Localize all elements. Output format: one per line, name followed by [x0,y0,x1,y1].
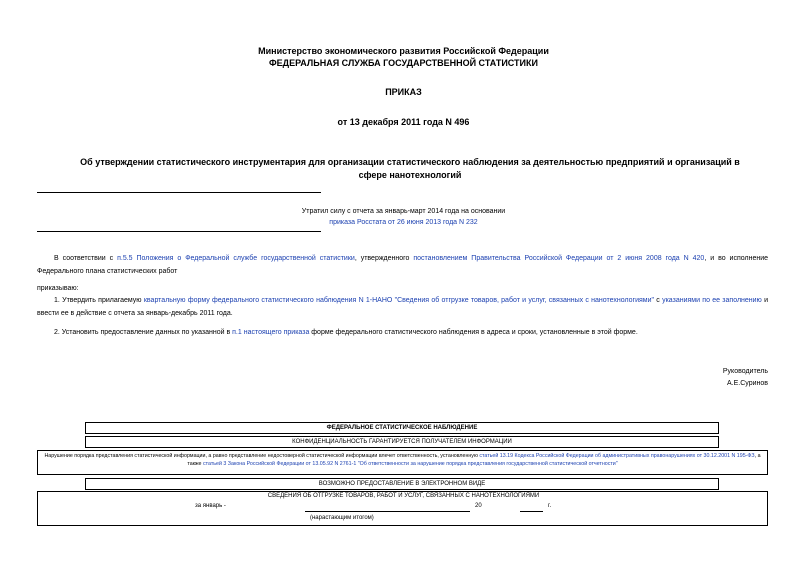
signature-name: А.Е.Суринов [727,380,768,387]
item-text: 2. Установить предоставление данных по указанной в [54,329,233,336]
confidentiality-note: КОНФИДЕНЦИАЛЬНОСТЬ ГАРАНТИРУЕТСЯ ПОЛУЧАТЕЛЕМ ИНФОРМАЦИИ [292,439,512,445]
liability-box [37,450,768,475]
report-title: СВЕДЕНИЯ ОБ ОТГРУЗКЕ ТОВАРОВ, РАБОТ И УСЛУГ, СВЯЗАННЫХ С НАНОТЕХНОЛОГИЯМИ [267,493,540,499]
separator-rule [37,192,321,193]
service-name: ФЕДЕРАЛЬНАЯ СЛУЖБА ГОСУДАРСТВЕННОЙ СТАТИСТИКИ [269,58,538,68]
year-field[interactable] [520,503,543,512]
regulation-link[interactable]: п.5.5 Положения о Федеральной службе государственной статистики [117,255,355,262]
separator-rule [37,231,321,232]
russian-law-link[interactable]: статьей 3 Закона Российской Федерации от 13.05.92 N 2761-1 "Об ответственности за нарушение порядка представления государственной статистической отчетности" [202,460,618,467]
liability-text: Нарушение порядка представления статистической информации, а равно представление недостоверной статистической информации влечет ответственность, установленную [44,453,480,459]
document-type: ПРИКАЗ [385,87,422,97]
document-title: Об утверждении статистического инструментария для организации статистического наблюдения за деятельностью предприятий и организаций в сфере нанотехнологий [80,157,740,180]
electronic-note: ВОЗМОЖНО ПРЕДОСТАВЛЕНИЕ В ЭЛЕКТРОННОМ ВИДЕ [318,481,486,487]
item-text: форме федерального статистического наблюдения в адреса и сроки, установленные в этой форме. [309,329,638,336]
status-link-line [0,219,807,226]
year-prefix: 20 [475,503,482,509]
form-title-box [85,422,719,434]
order-word: приказываю: [37,285,79,292]
period-prefix: за январь - [195,503,226,509]
order-item-2 [37,326,768,339]
form-1-nano-link[interactable]: квартальную форму федерального статистического наблюдения N 1-НАНО "Сведения об отгрузке товаров, работ и услуг, связанных с нанотехнологиями" [143,297,655,304]
confidentiality-box [85,436,719,448]
preamble-paragraph [37,252,768,278]
ministry-name: Министерство экономического развития Российской Федерации [258,46,549,56]
instructions-link[interactable]: указаниями по ее заполнению [662,297,762,304]
electronic-box [85,478,719,490]
government-decree-link[interactable]: постановлением Правительства Российской Федерации от 2 июня 2008 года N 420 [413,255,705,262]
liability-text: , а также [187,453,761,467]
order-item-1 [37,294,768,320]
document-date: от 13 декабря 2011 года N 496 [337,117,470,127]
signature-role: Руководитель [722,368,768,375]
item-text: 1. Утвердить прилагаемую [54,297,144,304]
preamble-text: , и во исполнение Федерального плана статистических работ [37,255,769,275]
cumulative-note: (нарастающим итогом) [310,515,374,521]
form-title: ФЕДЕРАЛЬНОЕ СТАТИСТИЧЕСКОЕ НАБЛЮДЕНИЕ [326,425,478,431]
item-text: и ввести ее в действие с отчета за январь-декабрь 2011 года. [37,297,769,317]
period-month-field[interactable] [305,503,470,512]
repeal-order-link[interactable]: приказа Росстата от 26 июня 2013 года N 232 [329,219,478,226]
preamble-text: , утвержденного [354,255,414,262]
preamble-text: В соответствии с [54,255,118,262]
this-order-link[interactable]: настоящего приказа [243,329,310,336]
year-suffix: г. [548,503,552,509]
clause-1-link[interactable]: п.1 [232,329,242,336]
admin-code-link[interactable]: статьей 13.19 Кодекса Российской Федерации об административных правонарушениях от 30.12.2001 N 195-ФЗ [479,453,755,459]
item-text: с [654,297,663,304]
status-note: Утратил силу с отчета за январь-март 2014 года на основании [301,208,506,215]
